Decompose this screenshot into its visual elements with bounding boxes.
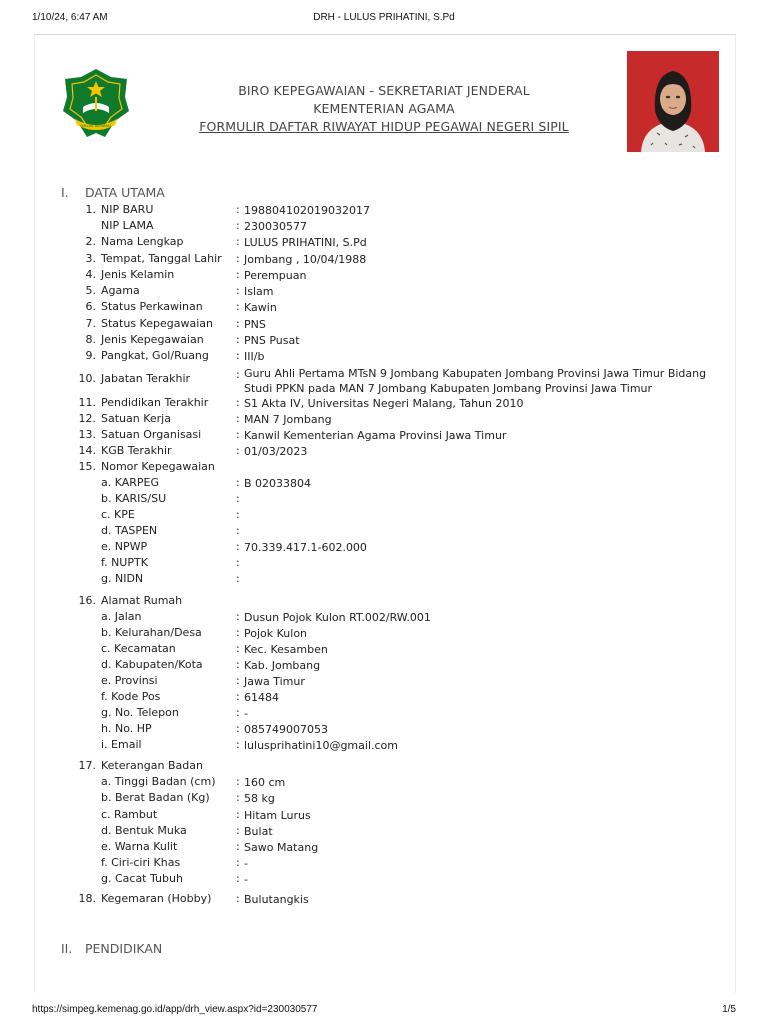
row-label: Status Kepegawaian	[101, 317, 213, 330]
row-label: g. No. Telepon	[101, 706, 179, 719]
colon: :	[236, 556, 240, 569]
row-value: Bulat	[244, 825, 273, 838]
row-number: 8.	[85, 333, 96, 346]
colon: :	[236, 203, 240, 216]
row-label: f. NUPTK	[101, 556, 148, 569]
print-datetime: 1/10/24, 6:47 AM	[32, 12, 108, 23]
row-number: 1.	[85, 203, 96, 216]
row-label: Jenis Kepegawaian	[101, 333, 204, 346]
row-value: 160 cm	[244, 776, 286, 789]
row-value: Kawin	[244, 301, 277, 314]
colon: :	[236, 892, 240, 905]
row-kabupaten	[0, 658, 768, 674]
row-berat-badan	[0, 791, 768, 807]
row-label: Jabatan Terakhir	[101, 372, 191, 385]
row-label: Status Perkawinan	[101, 300, 203, 313]
row-number: 16.	[78, 594, 96, 607]
colon: :	[236, 524, 240, 537]
row-status-perkawinan	[0, 300, 768, 316]
header-ministry: KEMENTERIAN AGAMA	[313, 101, 455, 116]
row-kode-pos	[0, 690, 768, 706]
row-label: e. Warna Kulit	[101, 840, 178, 853]
colon: :	[236, 333, 240, 346]
row-tinggi-badan	[0, 775, 768, 791]
row-value: 198804102019032017	[244, 204, 370, 217]
row-value: 58 kg	[244, 792, 275, 805]
row-kecamatan	[0, 642, 768, 658]
colon: :	[236, 508, 240, 521]
row-label: a. Tinggi Badan (cm)	[101, 775, 216, 788]
row-nip-baru	[0, 203, 768, 219]
row-pendidikan-terakhir	[0, 396, 768, 412]
row-alamat-rumah	[0, 594, 768, 610]
row-kgb-terakhir	[0, 444, 768, 460]
row-nidn	[0, 572, 768, 588]
colon: :	[236, 317, 240, 330]
colon: :	[236, 412, 240, 425]
colon: :	[236, 368, 240, 381]
row-number: 5.	[85, 284, 96, 297]
row-label: Alamat Rumah	[101, 594, 183, 607]
row-nomor-kepegawaian	[0, 460, 768, 476]
row-value: PNS Pusat	[244, 334, 300, 347]
colon: :	[236, 235, 240, 248]
row-pangkat	[0, 349, 768, 365]
row-label: c. KPE	[101, 508, 135, 521]
colon: :	[236, 872, 240, 885]
row-number: 4.	[85, 268, 96, 281]
row-label: Pendidikan Terakhir	[101, 396, 209, 409]
row-value: Kec. Kesamben	[244, 643, 328, 656]
row-value: Guru Ahli Pertama MTsN 9 Jombang Kabupaten Jombang Provinsi Jawa Timur Bidang Studi PPKN pada MAN 7 Jombang Kabupaten Jombang Provinsi Jawa Timur	[244, 367, 707, 395]
row-value: -	[244, 857, 248, 870]
print-url: https://simpeg.kemenag.go.id/app/drh_view.aspx?id=230030577	[32, 1004, 318, 1015]
row-value: B 02033804	[244, 477, 312, 490]
print-page-number: 1/5	[722, 1004, 736, 1015]
row-number: 6.	[85, 300, 96, 313]
row-label: a. KARPEG	[101, 476, 160, 489]
colon: :	[236, 252, 240, 265]
row-label: Satuan Organisasi	[101, 428, 202, 441]
section-number: I.	[61, 185, 69, 200]
row-number: 9.	[85, 349, 96, 362]
row-rambut	[0, 808, 768, 824]
row-label: g. NIDN	[101, 572, 144, 585]
row-value: Bulutangkis	[244, 893, 309, 906]
colon: :	[236, 824, 240, 837]
row-label: NIP BARU	[101, 203, 154, 216]
row-satuan-organisasi	[0, 428, 768, 444]
section-title: PENDIDIKAN	[84, 941, 163, 956]
colon: :	[236, 856, 240, 869]
logo-motto: IKHLAS BERAMAL	[80, 124, 112, 128]
row-value: -	[244, 873, 248, 886]
row-label: d. Kabupaten/Kota	[101, 658, 203, 671]
row-telepon	[0, 706, 768, 722]
row-label: h. No. HP	[101, 722, 152, 735]
row-label: e. NPWP	[101, 540, 148, 553]
row-jenis-kelamin	[0, 268, 768, 284]
colon: :	[236, 626, 240, 639]
colon: :	[236, 722, 240, 735]
row-taspen	[0, 524, 768, 540]
kemenag-logo	[61, 67, 131, 141]
row-jalan	[0, 610, 768, 626]
row-jabatan	[0, 366, 768, 398]
row-number: 15.	[78, 460, 96, 473]
colon: :	[236, 840, 240, 853]
colon: :	[236, 349, 240, 362]
row-value: lulusprihatini10@gmail.com	[244, 739, 398, 752]
row-ttl	[0, 252, 768, 268]
row-number: 3.	[85, 252, 96, 265]
colon: :	[236, 492, 240, 505]
row-label: b. Berat Badan (Kg)	[101, 791, 210, 804]
row-value: Kanwil Kementerian Agama Provinsi Jawa Timur	[244, 429, 507, 442]
row-value: Sawo Matang	[244, 841, 319, 854]
row-kegemaran	[0, 892, 768, 908]
row-value: LULUS PRIHATINI, S.Pd	[244, 236, 367, 249]
row-hp	[0, 722, 768, 738]
row-label: c. Rambut	[101, 808, 158, 821]
row-value: 230030577	[244, 220, 307, 233]
print-page-title: DRH - LULUS PRIHATINI, S.Pd	[313, 12, 455, 23]
row-label: Tempat, Tanggal Lahir	[101, 252, 222, 265]
row-nip-lama	[0, 219, 768, 235]
colon: :	[236, 540, 240, 553]
row-value: Islam	[244, 285, 274, 298]
row-value: III/b	[244, 350, 265, 363]
colon: :	[236, 219, 240, 232]
row-label: b. Kelurahan/Desa	[101, 626, 202, 639]
row-label: Jenis Kelamin	[101, 268, 175, 281]
row-value: 085749007053	[244, 723, 328, 736]
row-value: Jawa Timur	[244, 675, 305, 688]
colon: :	[236, 444, 240, 457]
row-provinsi	[0, 674, 768, 690]
row-value: Jombang , 10/04/1988	[244, 253, 367, 266]
profile-photo	[627, 51, 719, 152]
row-label: g. Cacat Tubuh	[101, 872, 183, 885]
row-satuan-kerja	[0, 412, 768, 428]
row-label: Nama Lengkap	[101, 235, 184, 248]
row-value: S1 Akta IV, Universitas Negeri Malang, Tahun 2010	[244, 397, 524, 410]
row-value: Dusun Pojok Kulon RT.002/RW.001	[244, 611, 431, 624]
row-karpeg	[0, 476, 768, 492]
row-number: 7.	[85, 317, 96, 330]
row-label: f. Kode Pos	[101, 690, 161, 703]
colon: :	[236, 775, 240, 788]
row-kelurahan	[0, 626, 768, 642]
colon: :	[236, 284, 240, 297]
row-nuptk	[0, 556, 768, 572]
section-pendidikan	[61, 941, 162, 956]
row-cacat-tubuh	[0, 872, 768, 888]
colon: :	[236, 396, 240, 409]
print-footer	[0, 994, 768, 1024]
row-jenis-kepegawaian	[0, 333, 768, 349]
row-number: 17.	[78, 759, 96, 772]
section-data-utama	[61, 185, 165, 200]
row-number: 13.	[78, 428, 96, 441]
row-value: Perempuan	[244, 269, 307, 282]
row-value: MAN 7 Jombang	[244, 413, 332, 426]
section-title: DATA UTAMA	[84, 185, 165, 200]
colon: :	[236, 610, 240, 623]
row-karis-su	[0, 492, 768, 508]
row-email	[0, 738, 768, 754]
section-number: II.	[61, 941, 73, 956]
colon: :	[236, 674, 240, 687]
row-warna-kulit	[0, 840, 768, 856]
row-nama	[0, 235, 768, 251]
row-ciri-khas	[0, 856, 768, 872]
row-label: d. TASPEN	[101, 524, 158, 537]
row-label: c. Kecamatan	[101, 642, 176, 655]
colon: :	[236, 268, 240, 281]
row-value: 61484	[244, 691, 279, 704]
row-status-kepegawaian	[0, 317, 768, 333]
row-number: 2.	[85, 235, 96, 248]
row-value: Kab. Jombang	[244, 659, 321, 672]
colon: :	[236, 738, 240, 751]
row-value: Hitam Lurus	[244, 809, 311, 822]
row-label: NIP LAMA	[101, 219, 154, 232]
row-label: Pangkat, Gol/Ruang	[101, 349, 209, 362]
row-label: KGB Terakhir	[101, 444, 172, 457]
row-value: 01/03/2023	[244, 445, 308, 458]
row-number: 18.	[78, 892, 96, 905]
row-value: PNS	[244, 318, 266, 331]
row-label: e. Provinsi	[101, 674, 158, 687]
colon: :	[236, 476, 240, 489]
colon: :	[236, 791, 240, 804]
colon: :	[236, 808, 240, 821]
row-label: i. Email	[101, 738, 142, 751]
colon: :	[236, 572, 240, 585]
row-label: d. Bentuk Muka	[101, 824, 187, 837]
row-label: Satuan Kerja	[101, 412, 171, 425]
row-number: 14.	[78, 444, 96, 457]
colon: :	[236, 706, 240, 719]
colon: :	[236, 690, 240, 703]
row-label: f. Ciri-ciri Khas	[101, 856, 181, 869]
header-bureau: BIRO KEPEGAWAIAN - SEKRETARIAT JENDERAL	[238, 83, 530, 98]
row-label: Nomor Kepegawaian	[101, 460, 215, 473]
row-label: Keterangan Badan	[101, 759, 203, 772]
row-value: Pojok Kulon	[244, 627, 308, 640]
colon: :	[236, 300, 240, 313]
colon: :	[236, 642, 240, 655]
row-number: 12.	[78, 412, 96, 425]
row-agama	[0, 284, 768, 300]
row-label: Agama	[101, 284, 140, 297]
row-label: Kegemaran (Hobby)	[101, 892, 212, 905]
row-npwp	[0, 540, 768, 556]
colon: :	[236, 428, 240, 441]
row-bentuk-muka	[0, 824, 768, 840]
form-title: FORMULIR DAFTAR RIWAYAT HIDUP PEGAWAI NEGERI SIPIL	[199, 119, 569, 134]
row-value: 70.339.417.1-602.000	[244, 541, 367, 554]
row-label: b. KARIS/SU	[101, 492, 167, 505]
colon: :	[236, 658, 240, 671]
row-kpe	[0, 508, 768, 524]
print-header	[0, 0, 768, 34]
row-keterangan-badan	[0, 759, 768, 775]
row-label: a. Jalan	[101, 610, 142, 623]
row-number: 11.	[78, 396, 96, 409]
row-value: -	[244, 707, 248, 720]
row-number: 10.	[78, 372, 96, 385]
